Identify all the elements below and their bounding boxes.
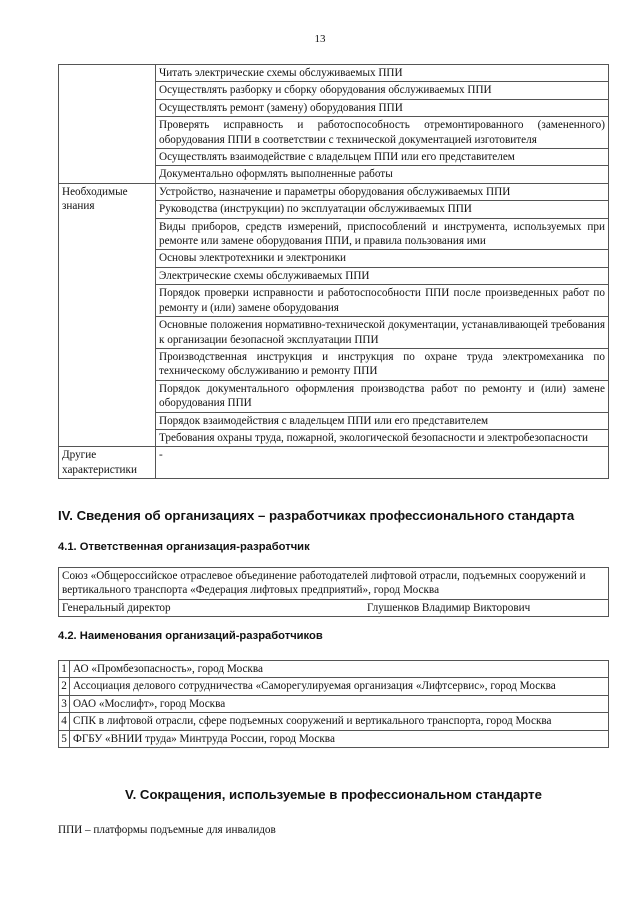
- table-cell: Руководства (инструкции) по эксплуатации обслуживаемых ППИ: [156, 201, 609, 218]
- subsection-4-2-title: 4.2. Наименования организаций-разработчиков: [58, 630, 323, 642]
- table-cell: Порядок взаимодействия с владельцем ППИ или его представителем: [156, 412, 609, 429]
- qualification-table: [58, 64, 609, 479]
- table-cell: Основы электротехники и электроники: [156, 250, 609, 267]
- table-cell: Читать электрические схемы обслуживаемых ППИ: [156, 65, 609, 82]
- table-cell: Проверять исправность и работоспособность отремонтированного (замененного) оборудования ППИ в соответствии с технической документацией изготовителя: [156, 117, 609, 149]
- table-cell: Требования охраны труда, пожарной, экологической безопасности и электробезопасности: [156, 429, 609, 446]
- row-number: 4: [59, 713, 70, 730]
- organization-name: ФГБУ «ВНИИ труда» Минтруда России, город Москва: [70, 730, 609, 747]
- table-cell: -: [156, 447, 609, 479]
- director-role: Генеральный директор: [62, 601, 171, 614]
- section-v-title: V. Сокращения, используемые в профессиональном стандарте: [125, 787, 542, 802]
- table-cell: Устройство, назначение и параметры оборудования обслуживаемых ППИ: [156, 183, 609, 200]
- table-row: [59, 568, 609, 600]
- subsection-4-1-title: 4.1. Ответственная организация-разработчик: [58, 541, 310, 553]
- responsible-organization-name: Союз «Общероссийское отраслевое объединение работодателей лифтовой отрасли, подъемных сооружений и вертикального транспорта «Федерация лифтовых предприятий», город Москва: [59, 568, 609, 600]
- section-iv-title: IV. Сведения об организациях – разработчиках профессионального стандарта: [58, 508, 575, 523]
- organization-name: ОАО «Мослифт», город Москва: [70, 695, 609, 712]
- table-cell: Осуществлять ремонт (замену) оборудования ППИ: [156, 99, 609, 116]
- table-cell: Порядок документального оформления производства работ по ремонту и (или) замене оборудования ППИ: [156, 380, 609, 412]
- table-row: [59, 447, 609, 479]
- table-row: [59, 65, 609, 82]
- table-row: [59, 661, 609, 678]
- table-row: [59, 713, 609, 730]
- row-number: 2: [59, 678, 70, 695]
- table-cell: Осуществлять разборку и сборку оборудования обслуживаемых ППИ: [156, 82, 609, 99]
- table-cell: Осуществлять взаимодействие с владельцем ППИ или его представителем: [156, 149, 609, 166]
- organization-name: АО «Промбезопасность», город Москва: [70, 661, 609, 678]
- table-cell: Производственная инструкция и инструкция по охране труда электромеханика по техническому обслуживанию и ремонту ППИ: [156, 348, 609, 380]
- page-number: 13: [314, 33, 326, 45]
- row-number: 5: [59, 730, 70, 747]
- table-cell: Электрические схемы обслуживаемых ППИ: [156, 267, 609, 284]
- row-label: [59, 65, 156, 184]
- row-label-other: Другие характеристики: [59, 447, 156, 479]
- row-label-knowledge: Необходимые знания: [59, 183, 156, 447]
- organization-name: СПК в лифтовой отрасли, сфере подъемных сооружений и вертикального транспорта, город Москва: [70, 713, 609, 730]
- table-cell: Документально оформлять выполненные работы: [156, 166, 609, 183]
- director-name: Глушенков Владимир Викторович: [367, 601, 531, 614]
- director-row: [59, 599, 609, 616]
- organization-name: Ассоциация делового сотрудничества «Саморегулируемая организация «Лифтсервис», город Москва: [70, 678, 609, 695]
- table-row: [59, 599, 609, 616]
- responsible-organization-box: [58, 567, 609, 617]
- table-row: [59, 183, 609, 200]
- row-number: 1: [59, 661, 70, 678]
- table-cell: Виды приборов, средств измерений, приспособлений и инструмента, используемых при ремонте или замене оборудования ППИ, и правила пользования ими: [156, 218, 609, 250]
- table-row: [59, 678, 609, 695]
- table-row: [59, 695, 609, 712]
- table-cell: Порядок проверки исправности и работоспособности ППИ после произведенных работ по ремонту и (или) замене оборудования: [156, 285, 609, 317]
- abbreviation-entry: ППИ – платформы подъемные для инвалидов: [58, 824, 276, 836]
- table-row: [59, 730, 609, 747]
- row-number: 3: [59, 695, 70, 712]
- developer-organizations-table: [58, 660, 609, 748]
- table-cell: Основные положения нормативно-технической документации, устанавливающей требования к организации безопасной эксплуатации ППИ: [156, 317, 609, 349]
